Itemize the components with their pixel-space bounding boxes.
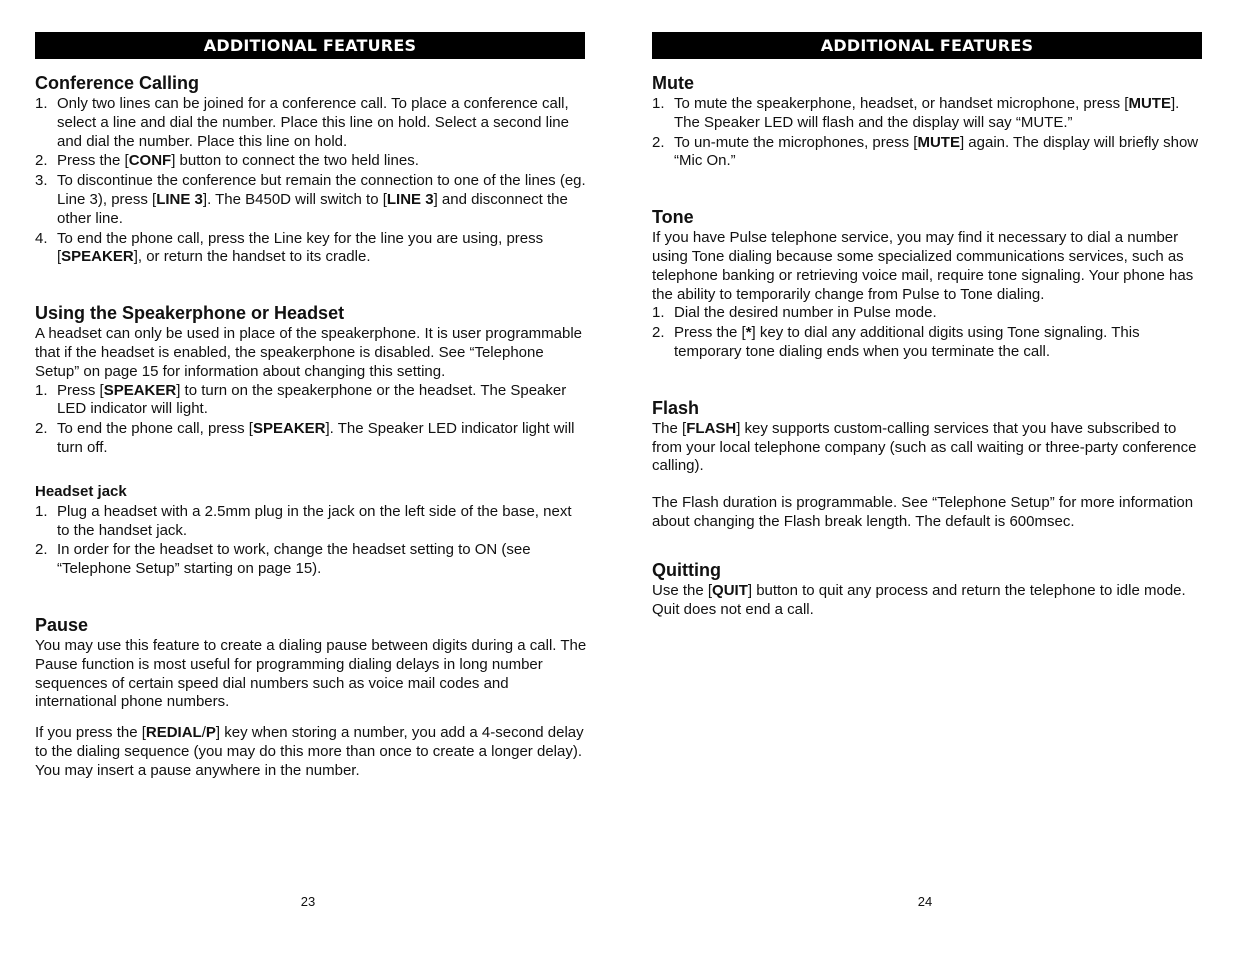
left-page [35,0,585,954]
key-label: LINE 3 [156,190,203,208]
conference-list [35,95,587,267]
key-label: SPEAKER [252,420,326,438]
list-item-text: ] to turn on the speakerphone or the headset. The Speaker LED indicator will light. [57,381,567,418]
list-item-text: To end the phone call, press [ [57,420,253,438]
list-item-number: 2. [35,152,48,170]
pause-heading: Pause [35,614,89,635]
redial-key-label: REDIAL [145,724,202,742]
list-item [35,420,587,458]
list-item-text: Press [ [57,381,104,399]
headset-list [35,503,587,579]
list-item-text: To mute the speakerphone, headset, or handset microphone, press [ [674,95,1129,112]
tone-heading: Tone [652,207,694,228]
list-item [35,230,587,268]
key-label: LINE 3 [386,190,434,208]
list-item-text: ] key to dial any additional digits using Tone signaling. This temporary tone dialing ends when you terminate the call. [674,324,1140,360]
list-item [652,324,1200,362]
key-label: MUTE [1128,95,1171,112]
key-label: CONF [128,152,172,170]
flash-heading: Flash [652,397,700,418]
headset-heading: Headset jack [35,482,127,500]
list-item [35,152,587,171]
pause-para-1: You may use this feature to create a dialing pause between digits during a call. The Pause function is most useful for programming dialing delays in long number sequences of certain speed dial numbers such as voice mail codes and international phone numbers. [35,636,587,711]
list-item-text: ]. The B450D will switch to [ [202,190,387,208]
tone-intro: If you have Pulse telephone service, you may find it necessary to dial a number using Tone dialing because some specialized communications services, such as telephone banking or retrieving voice mail, require tone signaling. Your phone has the ability to temporarily change from Pulse to Tone dialing. [652,229,1194,303]
list-item [35,172,587,228]
conference-heading: Conference Calling [35,73,200,93]
list-item-number: 2. [35,541,48,559]
page-number: 24 [917,894,933,909]
list-item [35,382,587,420]
list-item-number: 3. [35,172,48,190]
list-item-number: 4. [35,229,48,247]
right-content [652,71,1200,619]
list-item-number: 2. [652,133,665,151]
key-label: SPEAKER [103,381,177,399]
section-banner: ADDITIONAL FEATURES [35,32,585,59]
list-item-text: ] and disconnect the other line. [57,190,568,227]
list-item-text: Only two lines can be joined for a conference call. To place a conference call, select a line and dial the number. Place this line on hold. Select a second line and dial the number. Place this line on hold. [57,95,569,150]
speaker-list [35,382,587,458]
pause-para-2: If you press the [REDIAL/P] key when storing a number, you add a 4-second delay to the dialing sequence (you may do this more than once to create a longer delay). You may insert a pause anywhere in the number. [35,724,584,779]
list-item-text: ]. The Speaker LED indicator light will turn off. [57,420,575,456]
mute-heading: Mute [652,73,694,93]
tone-list [652,304,1200,361]
key-label: MUTE [917,133,960,151]
list-item-text: To end the phone call, press the Line key for the line you are using, press [ [57,229,544,266]
left-content [35,71,587,781]
list-item-text: Plug a headset with a 2.5mm plug in the jack on the left side of the base, next to the handset jack. [57,502,572,539]
list-item-text: ]. The Speaker LED will flash and the display will say “MUTE.” [674,95,1180,131]
flash-para-1: The [FLASH] key supports custom-calling services that you have subscribed to from your local telephone company (such as call waiting or three-party conference calling). [652,419,1197,475]
list-item-number: 1. [652,95,665,112]
flash-key-label: FLASH [686,419,737,437]
list-item-number: 1. [652,304,665,322]
page-number: 23 [300,894,316,909]
list-item-number: 1. [35,95,48,112]
list-item-text: To discontinue the conference but remain the connection to one of the lines (eg. Line 3), press [ [57,172,586,208]
list-item [35,541,587,579]
list-item [35,503,587,541]
list-item-text: Press the [ [57,152,129,170]
key-label: * [745,324,752,342]
speaker-heading: Using the Speakerphone or Headset [35,303,345,324]
speaker-intro: A headset can only be used in place of the speakerphone. It is user programmable that if the headset is enabled, the speakerphone is disabled. See “Telephone Setup” on page 15 for information about changing this setting. [35,325,583,380]
list-item [652,304,1200,323]
list-item-text: ], or return the handset to its cradle. [133,248,371,266]
list-item-text: ] button to connect the two held lines. [171,152,419,170]
list-item-text: In order for the headset to work, change the headset setting to ON (see “Telephone Setup” starting on page 15). [57,541,531,578]
right-page [652,0,1202,954]
list-item-number: 2. [652,324,665,342]
list-item-number: 2. [35,420,48,438]
list-item-text: To un-mute the microphones, press [ [674,133,918,151]
quitting-heading: Quitting [652,559,721,580]
key-label: SPEAKER [61,248,134,266]
list-item-text: ] again. The display will briefly show “Mic On.” [674,133,1199,170]
flash-para-2: The Flash duration is programmable. See “Telephone Setup” for more information about changing the Flash break length. The default is 600msec. [652,494,1194,530]
list-item [652,95,1200,133]
list-item-number: 1. [35,502,48,520]
section-banner: ADDITIONAL FEATURES [652,32,1202,59]
mute-list [652,95,1200,171]
list-item [35,95,587,151]
quit-key-label: QUIT [712,581,748,599]
list-item [652,134,1200,172]
list-item-number: 1. [35,381,48,399]
quitting-para: Use the [QUIT] button to quit any process and return the telephone to idle mode. Quit does not end a call. [652,581,1186,618]
pause-key-label: P [205,724,216,742]
list-item-text: Press the [ [674,324,746,342]
list-item-text: Dial the desired number in Pulse mode. [674,304,937,322]
